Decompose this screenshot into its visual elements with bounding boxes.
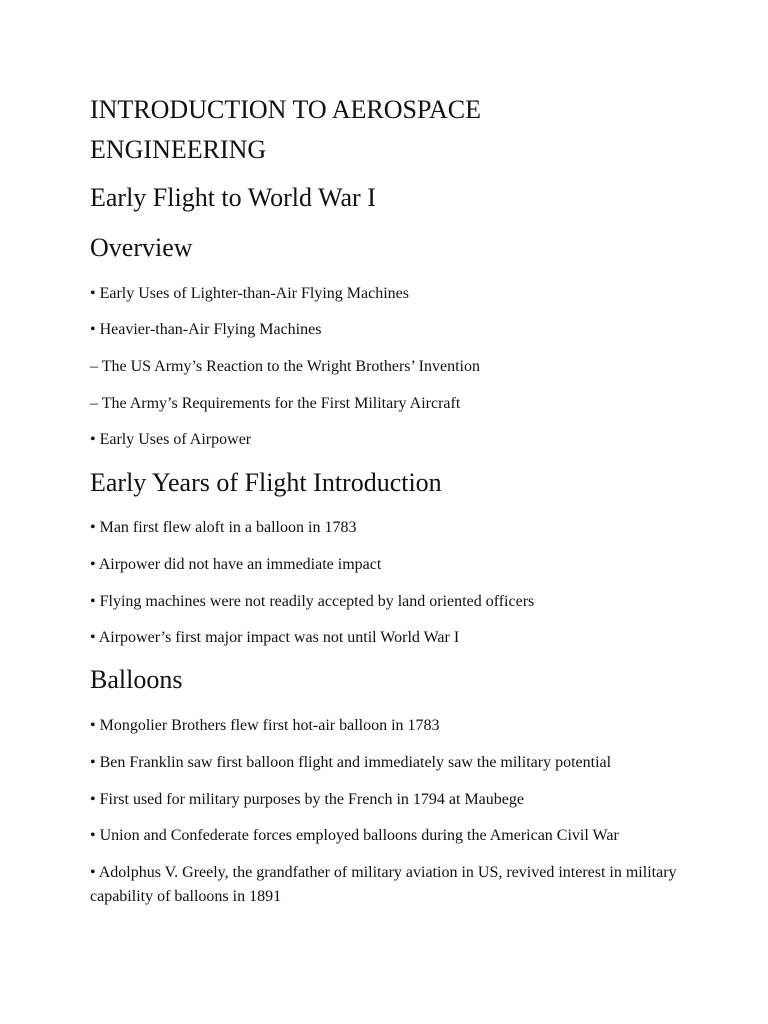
list-item: • Man first flew aloft in a balloon in 1783 — [90, 519, 357, 536]
section-heading-early-years: Early Years of Flight Introduction — [90, 468, 442, 497]
list-item: • Union and Confederate forces employed balloons during the American Civil War — [90, 827, 619, 844]
section-heading-overview: Overview — [90, 233, 193, 262]
list-item: • Airpower’s first major impact was not until World War I — [90, 629, 460, 646]
list-item: – The Army’s Requirements for the First Military Aircraft — [90, 395, 461, 412]
document-subtitle: Early Flight to World War I — [90, 183, 376, 212]
list-item: • Early Uses of Airpower — [90, 431, 252, 448]
list-item: • First used for military purposes by the French in 1794 at Maubege — [90, 791, 524, 808]
list-item: – The US Army’s Reaction to the Wright Brothers’ Invention — [90, 358, 480, 375]
list-item: • Mongolier Brothers flew first hot-air balloon in 1783 — [90, 717, 440, 734]
list-item: • Flying machines were not readily accepted by land oriented officers — [90, 593, 535, 610]
list-item: • Airpower did not have an immediate impact — [90, 556, 382, 573]
list-item: • Adolphus V. Greely, the grandfather of military aviation in US, revived interest in military capability of balloons in 1891 — [90, 864, 677, 905]
list-item: • Ben Franklin saw first balloon flight and immediately saw the military potential — [90, 754, 612, 771]
list-item: • Early Uses of Lighter-than-Air Flying Machines — [90, 285, 409, 302]
list-item: • Heavier-than-Air Flying Machines — [90, 321, 322, 338]
section-heading-balloons: Balloons — [90, 665, 183, 694]
document-title: INTRODUCTION TO AEROSPACE ENGINEERING — [90, 95, 482, 164]
